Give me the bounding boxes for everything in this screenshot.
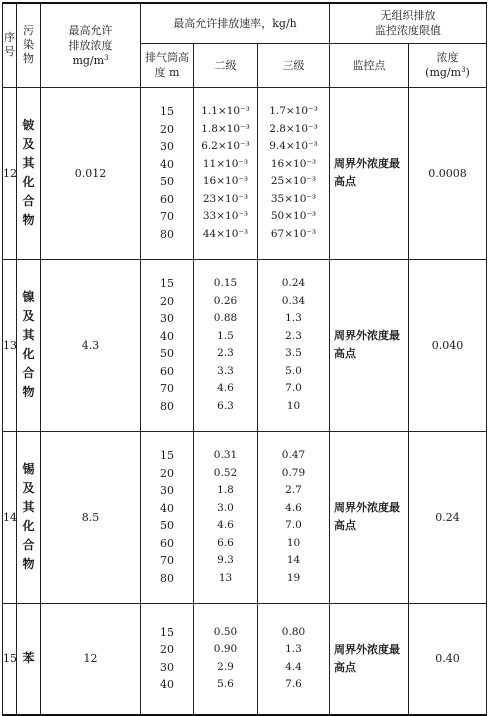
row-grade3-rates-value: 2.8×10⁻³ (269, 122, 318, 135)
row-stack-heights-value: 15 (160, 105, 174, 118)
header-pollutant: 污染物 (17, 3, 41, 87)
row-stack-heights-value: 20 (160, 466, 174, 480)
row-stack-heights-value: 60 (160, 536, 174, 550)
row-grade3-rates-value: 67×10⁻³ (270, 227, 317, 240)
row-monitor-point: 周界外浓度最高点 (330, 87, 409, 259)
row-grade2-rates-value: 3.3 (217, 364, 234, 377)
row-max-concentration: 8.5 (41, 431, 141, 603)
row-stack-heights-value: 30 (160, 140, 174, 153)
row-fugitive-concentration: 0.040 (409, 259, 487, 431)
row-stack-heights-value: 15 (160, 277, 174, 290)
row-grade3-rates-value: 19 (286, 571, 301, 584)
table-row (3, 259, 487, 431)
row-grade3-rates (258, 431, 330, 603)
row-stack-heights-value: 80 (160, 571, 174, 585)
row-stack-heights-value: 15 (160, 449, 174, 462)
row-grade3-rates (258, 87, 330, 259)
row-stack-heights-value: 40 (160, 678, 174, 691)
row-grade2-rates (194, 603, 258, 715)
row-fugitive-concentration: 0.24 (409, 431, 487, 603)
row-grade2-rates-value: 44×10⁻³ (202, 227, 249, 240)
row-grade3-rates-value: 0.47 (281, 449, 306, 461)
row-grade3-rates-value: 2.3 (285, 329, 302, 342)
row-grade2-rates-value: 6.3 (217, 399, 234, 412)
table-row (3, 87, 487, 259)
row-grade2-rates-value: 13 (218, 571, 233, 584)
row-grade2-rates-value: 23×10⁻³ (202, 192, 249, 205)
row-grade2-rates (194, 259, 258, 431)
row-grade2-rates-value: 4.6 (217, 382, 234, 394)
header-monitor-point: 监控点 (330, 43, 409, 87)
row-grade3-rates-value: 35×10⁻³ (270, 192, 317, 205)
row-grade2-rates-value: 1.8×10⁻³ (201, 122, 250, 135)
row-grade2-rates-value: 5.6 (217, 678, 234, 690)
row-stack-heights (141, 603, 194, 715)
row-stack-heights-value: 30 (160, 484, 174, 497)
row-grade2-rates-value: 1.5 (217, 329, 234, 342)
row-grade3-rates-value: 16×10⁻³ (270, 157, 317, 170)
row-grade3-rates (258, 259, 330, 431)
row-grade2-rates-value: 4.6 (217, 519, 234, 531)
row-grade2-rates-value: 33×10⁻³ (202, 210, 249, 222)
row-grade2-rates (194, 87, 258, 259)
row-stack-heights-value: 20 (160, 294, 174, 308)
row-stack-heights-value: 30 (160, 660, 174, 674)
max-conc-line1: 最高允许 (68, 23, 113, 37)
header-seq: 序号 (3, 3, 17, 87)
row-max-concentration: 12 (41, 603, 141, 715)
fugitive-line1: 无组织排放 (380, 9, 436, 23)
row-stack-heights-value: 40 (160, 329, 174, 343)
row-grade2-rates-value: 0.90 (213, 643, 238, 655)
row-pollutant (17, 87, 41, 259)
row-grade2-rates-value: 0.15 (213, 277, 238, 289)
max-conc-unit: $mg/m^3$ (72, 53, 109, 67)
row-stack-heights-value: 20 (160, 643, 174, 656)
row-grade3-rates-value: 3.5 (285, 347, 302, 359)
row-pollutant (17, 431, 41, 603)
table-body (3, 87, 487, 715)
row-grade2-rates-value: 9.3 (217, 554, 234, 566)
header-rate-title: 最高允许排放速率，kg/h (141, 3, 330, 43)
row-grade2-rates-value: 2.3 (217, 347, 234, 359)
row-fugitive-concentration: 0.40 (409, 603, 487, 715)
row-max-concentration: 4.3 (41, 259, 141, 431)
row-grade3-rates-value: 1.3 (285, 643, 302, 655)
row-grade2-rates-value: 2.9 (217, 660, 234, 673)
row-grade3-rates-value: 4.6 (285, 501, 302, 514)
header-fugitive (330, 3, 487, 43)
row-grade3-rates-value: 0.24 (281, 277, 306, 289)
table-row (3, 603, 487, 715)
row-seq: 13 (3, 259, 17, 431)
row-seq: 14 (3, 431, 17, 603)
row-stack-heights (141, 431, 194, 603)
row-stack-heights-value: 50 (160, 347, 174, 360)
row-grade2-rates-value: 3.0 (217, 501, 234, 514)
row-pollutant (17, 259, 41, 431)
row-stack-heights-value: 20 (160, 122, 174, 136)
header-grade3: 三级 (258, 43, 330, 87)
row-grade3-rates-value: 25×10⁻³ (270, 175, 317, 187)
row-grade2-rates-value: 0.88 (213, 312, 238, 324)
row-grade2-rates-value: 0.50 (213, 625, 238, 638)
row-stack-heights-value: 70 (160, 210, 174, 223)
emission-standards-table (2, 2, 487, 716)
row-grade3-rates-value: 50×10⁻³ (270, 210, 317, 222)
row-stack-heights-value: 50 (160, 519, 174, 532)
row-seq: 12 (3, 87, 17, 259)
row-stack-heights-value: 30 (160, 312, 174, 325)
row-grade2-rates-value: 1.1×10⁻³ (201, 105, 250, 117)
table-row (3, 431, 487, 603)
row-max-concentration: 0.012 (41, 87, 141, 259)
row-fugitive-concentration: 0.0008 (409, 87, 487, 259)
header-concentration: 浓度 $(mg/m^3)$ (409, 43, 487, 87)
row-pollutant (17, 603, 41, 715)
pollutant-name: 铍及其化合物 (22, 118, 35, 227)
row-grade2-rates-value: 0.52 (213, 466, 238, 479)
row-monitor-point: 周界外浓度最高点 (330, 431, 409, 603)
row-grade3-rates-value: 9.4×10⁻³ (269, 140, 318, 152)
row-stack-heights-value: 80 (160, 227, 174, 241)
row-grade3-rates-value: 10 (286, 399, 301, 412)
row-grade2-rates-value: 0.26 (213, 294, 238, 307)
row-grade3-rates-value: 5.0 (285, 364, 302, 377)
row-grade2-rates-value: 16×10⁻³ (202, 175, 249, 187)
row-stack-heights-value: 15 (160, 625, 174, 639)
row-grade2-rates-value: 1.8 (217, 484, 234, 496)
row-monitor-point: 周界外浓度最高点 (330, 603, 409, 715)
row-grade3-rates-value: 10 (286, 536, 301, 549)
row-stack-heights-value: 70 (160, 382, 174, 395)
row-grade3-rates-value: 14 (286, 554, 301, 566)
row-grade2-rates (194, 431, 258, 603)
row-stack-heights-value: 40 (160, 501, 174, 515)
row-grade2-rates-value: 6.2×10⁻³ (201, 140, 250, 152)
row-grade3-rates-value: 1.3 (285, 312, 302, 324)
row-grade3-rates-value: 4.4 (285, 660, 302, 673)
max-conc-line2: 排放浓度 (68, 38, 113, 52)
row-grade3-rates-value: 0.79 (281, 466, 306, 479)
pollutant-name: 锡及其化合物 (22, 462, 35, 571)
row-grade3-rates-value: 0.80 (281, 625, 306, 638)
row-grade3-rates-value: 7.0 (285, 519, 302, 531)
row-stack-heights-value: 80 (160, 399, 174, 413)
row-grade2-rates-value: 6.6 (217, 536, 234, 549)
row-stack-heights-value: 70 (160, 554, 174, 567)
row-monitor-point: 周界外浓度最高点 (330, 259, 409, 431)
row-grade3-rates-value: 2.7 (285, 484, 302, 496)
fugitive-line2: 监控浓度限值 (375, 24, 441, 38)
header-grade2: 二级 (194, 43, 258, 87)
row-stack-heights-value: 60 (160, 364, 174, 378)
row-grade3-rates-value: 0.34 (281, 294, 306, 307)
row-grade3-rates-value: 1.7×10⁻³ (269, 105, 318, 117)
row-grade3-rates (258, 603, 330, 715)
header-stack-height: 排气筒高 度 m (141, 43, 194, 87)
pollutant-name: 镍及其化合物 (22, 290, 35, 399)
row-stack-heights (141, 259, 194, 431)
row-stack-heights-value: 40 (160, 157, 174, 171)
row-seq: 15 (3, 603, 17, 715)
row-stack-heights-value: 60 (160, 192, 174, 206)
header-max-concentration (41, 3, 141, 87)
row-grade3-rates-value: 7.0 (285, 382, 302, 394)
row-stack-heights-value: 50 (160, 175, 174, 188)
pollutant-name: 苯 (22, 651, 35, 665)
row-stack-heights (141, 87, 194, 259)
row-grade2-rates-value: 11×10⁻³ (202, 157, 249, 170)
row-grade2-rates-value: 0.31 (213, 449, 238, 461)
row-grade3-rates-value: 7.6 (285, 678, 302, 690)
